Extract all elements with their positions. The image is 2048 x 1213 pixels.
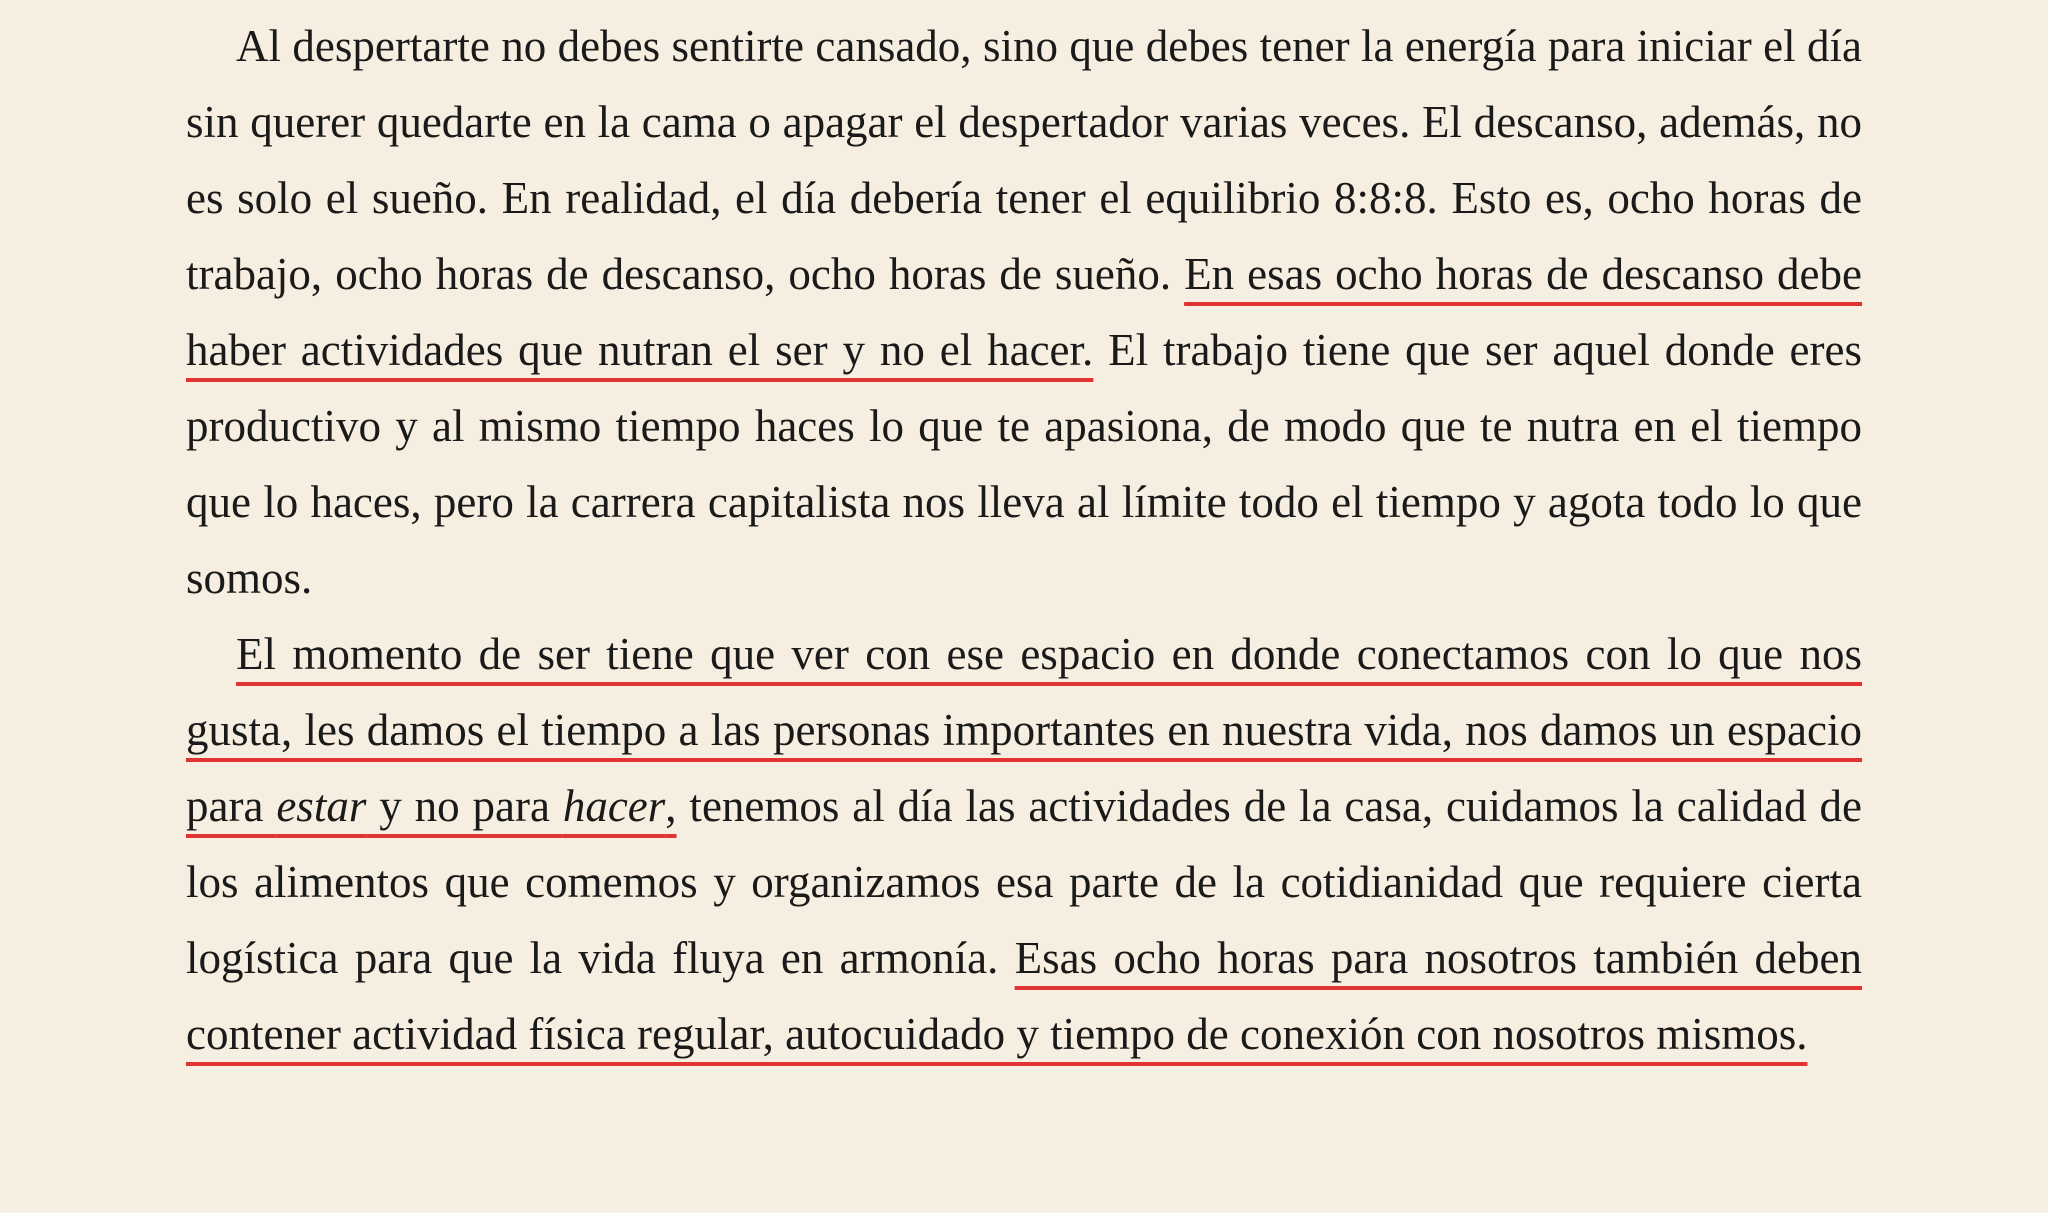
- italic-word: hacer: [562, 781, 666, 831]
- highlighted-passage[interactable]: En esas ocho horas de descanso debe haber actividades que nutran el ser y no el hacer.: [186, 249, 1863, 375]
- book-page: [186, 8, 1862, 1072]
- text-segment: y no para: [366, 781, 563, 831]
- text-segment: El momento de ser tiene que ver con ese espacio en donde conectamos con lo que nos gusta, les damos el tiempo a las personas importantes en nuestra vida, nos damos un espacio para: [186, 629, 1862, 831]
- text-segment: ,: [665, 781, 677, 831]
- paragraph-2: [186, 616, 1862, 1072]
- text-segment: El trabajo tiene que ser aquel donde eres productivo y al mismo tiempo haces lo que te apasiona, de modo que te nutra en el tiempo que lo haces, pero la carrera capitalista nos lleva al límite todo el tiempo y agota todo lo que somos.: [186, 325, 1862, 603]
- highlighted-passage[interactable]: Esas ocho horas para nosotros también deben contener actividad física regular, autocuidado y tiempo de conexión con nosotros mismos.: [186, 933, 1862, 1059]
- paragraph-1: [186, 8, 1862, 616]
- italic-word: estar: [276, 781, 367, 831]
- text-segment: Al despertarte no debes sentirte cansado, sino que debes tener la energía para iniciar el día sin querer quedarte en la cama o apagar el despertador varias veces. El descanso, además, no es solo el sueño. En realidad, el día debería tener el equilibrio 8:8:8. Esto es, ocho horas de trabajo, ocho horas de descanso, ocho horas de sueño.: [186, 21, 1862, 299]
- text-segment: tenemos al día las actividades de la casa, cuidamos la calidad de los alimentos que comemos y organizamos esa parte de la cotidianidad que requiere cierta logística para que la vida fluya en armonía.: [186, 781, 1863, 983]
